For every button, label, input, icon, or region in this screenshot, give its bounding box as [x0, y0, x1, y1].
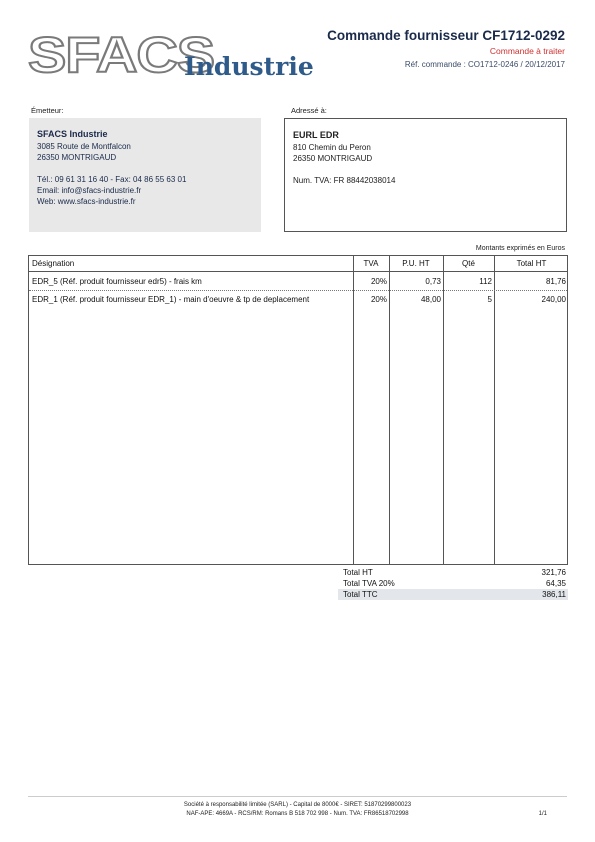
sender-phone: Tél.: 09 61 31 16 40 - Fax: 04 86 55 63 01	[37, 175, 187, 184]
order-reference: Réf. commande : CO1712-0246 / 20/12/2017	[404, 60, 565, 69]
total-tva-row	[338, 578, 568, 589]
sender-address-line2: 26350 MONTRIGAUD	[37, 153, 117, 162]
recipient-address-line1: 810 Chemin du Peron	[293, 143, 371, 152]
row2-tva: 20%	[370, 295, 387, 304]
page-number: 1/1	[538, 811, 547, 817]
row-separator	[29, 290, 567, 291]
total-tva-label: Total TVA 20%	[343, 579, 395, 588]
sender-address-line1: 3085 Route de Montfalcon	[37, 142, 131, 151]
row1-unit-price: 0,73	[425, 277, 441, 286]
total-ttc-row	[338, 589, 568, 600]
row1-total: 81,76	[545, 277, 566, 286]
header-designation: Désignation	[32, 259, 75, 268]
total-tva-value: 64,35	[545, 579, 566, 588]
header-total: Total HT	[516, 259, 547, 268]
totals-block	[338, 567, 568, 600]
footer-legal-line2: NAF-APE: 4669A - RCS/RM: Romans B 518 702 998 - Num. TVA: FR86518702998	[186, 811, 409, 817]
footer-legal-line1: Société à responsabilité limitée (SARL) - Capital de 8000€ - SIRET: 51870299800023	[183, 802, 412, 808]
total-ht-row	[338, 567, 568, 578]
recipient-label: Adressé à:	[291, 106, 327, 115]
sender-label: Émetteur:	[31, 106, 64, 115]
logo-subtitle: Industrie	[184, 52, 314, 81]
row1-quantity: 112	[479, 277, 492, 286]
sender-name: SFACS Industrie	[37, 129, 108, 139]
company-logo	[28, 26, 318, 88]
sender-website: Web: www.sfacs-industrie.fr	[37, 197, 136, 206]
recipient-block	[284, 118, 567, 232]
recipient-name: EURL EDR	[293, 130, 339, 140]
row2-unit-price: 48,00	[420, 295, 441, 304]
row2-designation: EDR_1 (Réf. produit fournisseur EDR_1) - main d'oeuvre & tp de deplacement	[32, 295, 310, 304]
recipient-address-line2: 26350 MONTRIGAUD	[293, 154, 373, 163]
row2-total: 240,00	[541, 295, 566, 304]
header-tva: TVA	[363, 259, 379, 268]
status-text: Commande à traiter	[489, 46, 565, 56]
row2-quantity: 5	[487, 295, 492, 304]
total-ht-label: Total HT	[343, 568, 373, 577]
footer-divider	[28, 796, 567, 797]
currency-note: Montants exprimés en Euros	[475, 245, 565, 252]
sender-block	[29, 118, 261, 232]
document-header	[327, 28, 565, 70]
header-unit-price: P.U. HT	[402, 259, 430, 268]
total-ttc-label: Total TTC	[343, 590, 378, 599]
order-lines-table	[28, 255, 568, 565]
total-ht-value: 321,76	[541, 568, 566, 577]
logo-wordmark: SFACS	[28, 27, 214, 83]
header-quantity: Qté	[462, 259, 475, 268]
row1-designation: EDR_5 (Réf. produit fournisseur edr5) - frais km	[32, 277, 202, 286]
row1-tva: 20%	[370, 277, 387, 286]
total-ttc-value: 386,11	[542, 590, 566, 599]
document-title: Commande fournisseur CF1712-0292	[327, 28, 565, 43]
sender-email: Email: info@sfacs-industrie.fr	[37, 186, 142, 195]
recipient-vat: Num. TVA: FR 88442038014	[293, 176, 396, 185]
